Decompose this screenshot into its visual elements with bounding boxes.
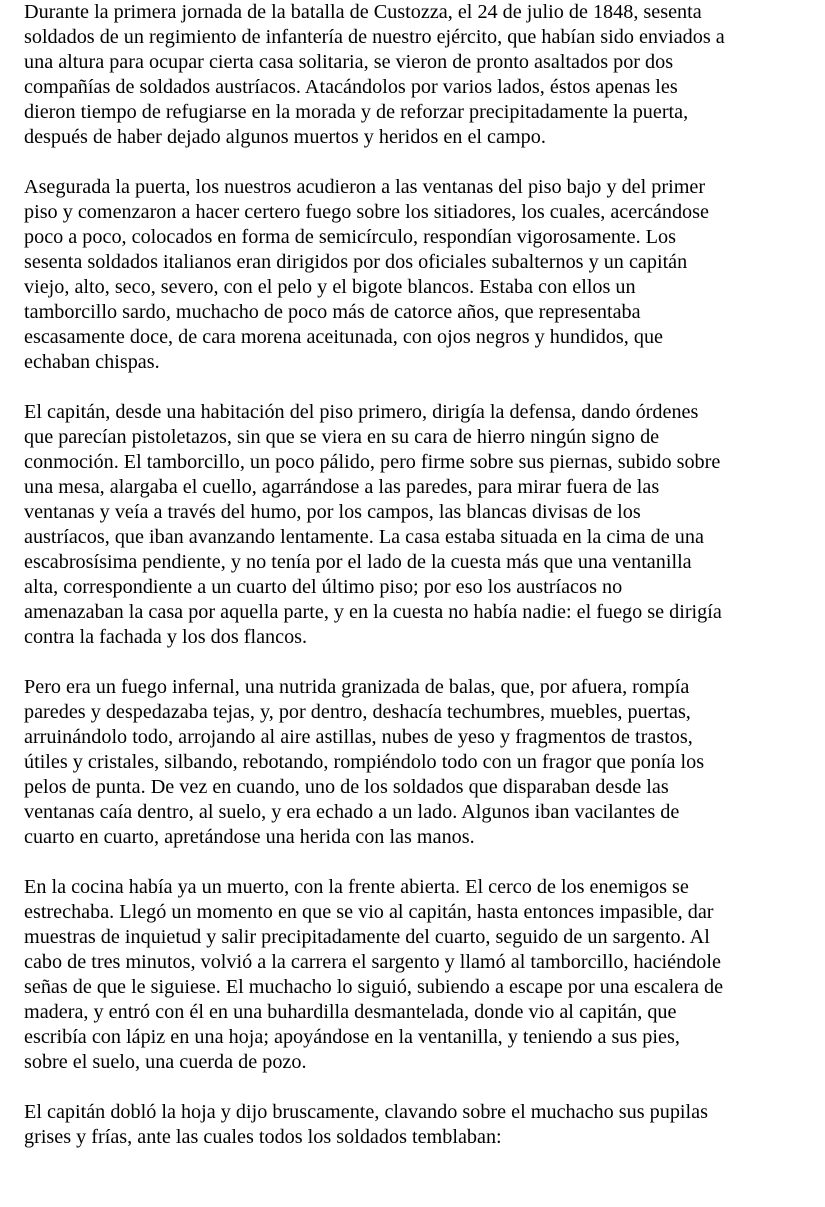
text-line: escasamente doce, de cara morena aceitunada, con ojos negros y hundidos, que (24, 326, 664, 348)
text-line: compañías de soldados austríacos. Atacándolos por varios lados, éstos apenas les (24, 76, 678, 98)
text-line: estrechaba. Llegó un momento en que se vio al capitán, hasta entonces impasible, dar (24, 901, 714, 923)
text-line: una mesa, alargaba el cuello, agarrándose a las paredes, para mirar fuera de las (24, 476, 660, 498)
text-line: cabo de tres minutos, volvió a la carrera el sargento y llamó al tamborcillo, haciéndole (24, 951, 721, 973)
text-line: después de haber dejado algunos muertos y heridos en el campo. (24, 126, 546, 148)
paragraph-2 (24, 175, 814, 375)
text-line: sesenta soldados italianos eran dirigidos por dos oficiales subalternos y un capitán (24, 251, 688, 273)
text-line: alta, correspondiente a un cuarto del último piso; por eso los austríacos no (24, 576, 623, 598)
text-line: paredes y despedazaba tejas, y, por dentro, deshacía techumbres, muebles, puertas, (24, 701, 691, 723)
text-line: Asegurada la puerta, los nuestros acudieron a las ventanas del piso bajo y del primer (24, 176, 706, 198)
text-line: poco a poco, colocados en forma de semicírculo, respondían vigorosamente. Los (24, 226, 676, 248)
text-line: Durante la primera jornada de la batalla de Custozza, el 24 de julio de 1848, sesenta (24, 1, 702, 23)
text-line: viejo, alto, seco, severo, con el pelo y el bigote blancos. Estaba con ellos un (24, 276, 636, 298)
text-line: tamborcillo sardo, muchacho de poco más de catorce años, que representaba (24, 301, 641, 323)
text-line: cuarto en cuarto, apretándose una herida con las manos. (24, 826, 475, 848)
paragraph-1 (24, 0, 814, 150)
text-line: grises y frías, ante las cuales todos los soldados temblaban: (24, 1126, 502, 1148)
text-line: El capitán dobló la hoja y dijo bruscamente, clavando sobre el muchacho sus pupilas (24, 1101, 708, 1123)
text-line: Pero era un fuego infernal, una nutrida granizada de balas, que, por afuera, rompía (24, 676, 690, 698)
document-page (24, 0, 814, 1175)
text-line: El capitán, desde una habitación del piso primero, dirigía la defensa, dando órdenes (24, 401, 699, 423)
text-line: piso y comenzaron a hacer certero fuego sobre los sitiadores, los cuales, acercándose (24, 201, 709, 223)
text-line: una altura para ocupar cierta casa solitaria, se vieron de pronto asaltados por dos (24, 51, 674, 73)
text-line: sobre el suelo, una cuerda de pozo. (24, 1051, 307, 1073)
text-line: soldados de un regimiento de infantería de nuestro ejército, que habían sido enviados a (24, 26, 725, 48)
text-line: En la cocina había ya un muerto, con la frente abierta. El cerco de los enemigos se (24, 876, 689, 898)
text-line: escribía con lápiz en una hoja; apoyándose en la ventanilla, y teniendo a sus pies, (24, 1026, 680, 1048)
text-line: madera, y entró con él en una buhardilla desmantelada, donde vio al capitán, que (24, 1001, 677, 1023)
text-line: arruinándolo todo, arrojando al aire astillas, nubes de yeso y fragmentos de trastos, (24, 726, 693, 748)
text-line: contra la fachada y los dos flancos. (24, 626, 308, 648)
text-line: dieron tiempo de refugiarse en la morada y de reforzar precipitadamente la puerta, (24, 101, 689, 123)
text-line: echaban chispas. (24, 351, 160, 373)
paragraph-5 (24, 875, 814, 1075)
paragraph-6 (24, 1100, 814, 1150)
text-line: señas de que le siguiese. El muchacho lo siguió, subiendo a escape por una escalera de (24, 976, 724, 998)
text-line: útiles y cristales, silbando, rebotando, rompiéndolo todo con un fragor que ponía los (24, 751, 705, 773)
text-line: escabrosísima pendiente, y no tenía por el lado de la cuesta más que una ventanilla (24, 551, 692, 573)
text-line: austríacos, que iban avanzando lentamente. La casa estaba situada en la cima de una (24, 526, 704, 548)
text-line: ventanas caía dentro, al suelo, y era echado a un lado. Algunos iban vacilantes de (24, 801, 680, 823)
text-line: conmoción. El tamborcillo, un poco pálido, pero firme sobre sus piernas, subido sobre (24, 451, 721, 473)
paragraph-4 (24, 675, 814, 850)
text-line: que parecían pistoletazos, sin que se viera en su cara de hierro ningún signo de (24, 426, 660, 448)
text-line: pelos de punta. De vez en cuando, uno de los soldados que disparaban desde las (24, 776, 669, 798)
text-line: ventanas y veía a través del humo, por los campos, las blancas divisas de los (24, 501, 641, 523)
text-line: muestras de inquietud y salir precipitadamente del cuarto, seguido de un sargento. Al (24, 926, 710, 948)
text-line: amenazaban la casa por aquella parte, y en la cuesta no había nadie: el fuego se dirigía (24, 601, 722, 623)
paragraph-3 (24, 400, 814, 650)
